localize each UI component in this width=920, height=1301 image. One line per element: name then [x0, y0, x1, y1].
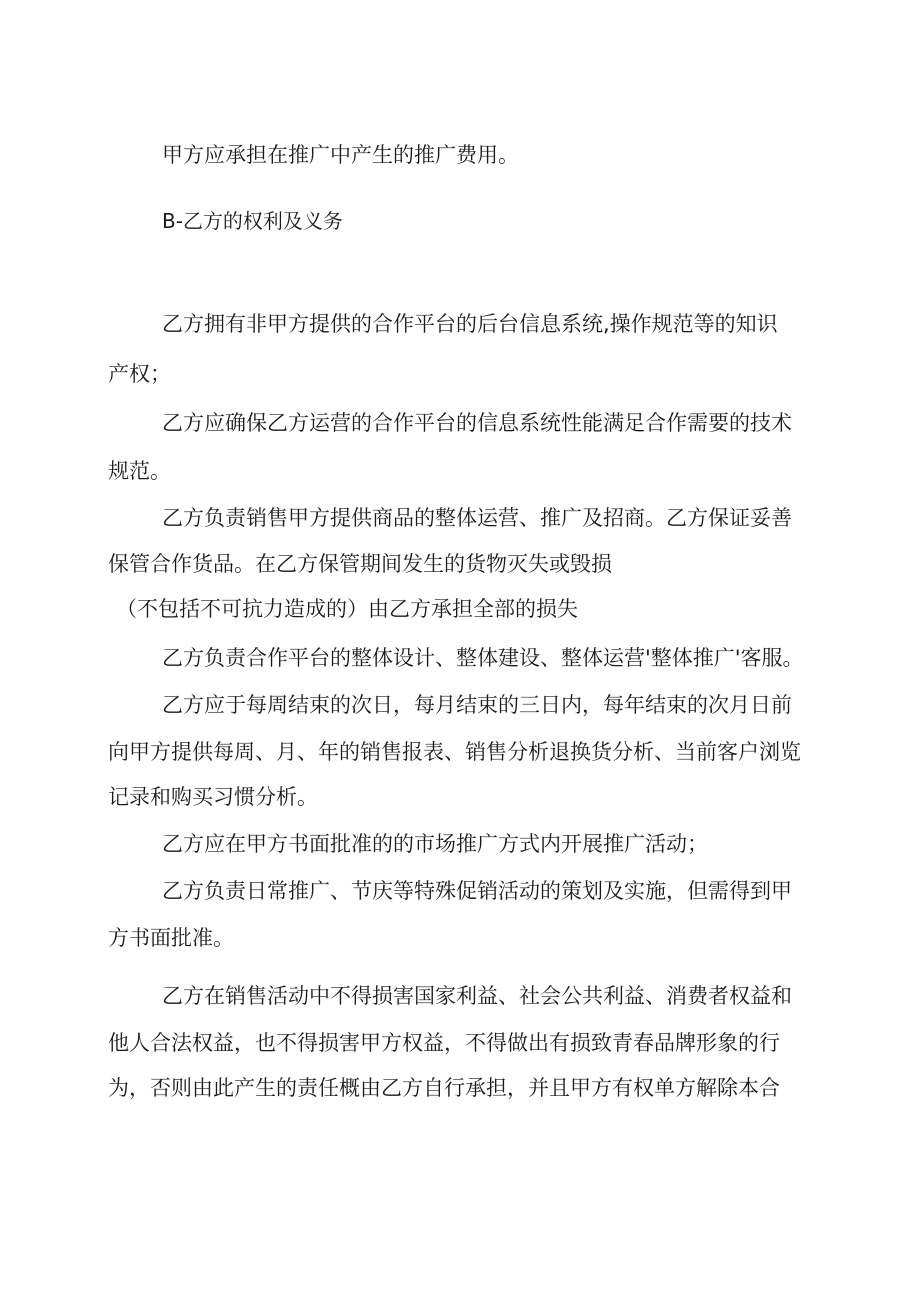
- paragraph-line: 乙方负责日常推广、节庆等特殊促销活动的策划及实施，但需得到甲: [162, 879, 792, 903]
- paragraph-line: 乙方负责合作平台的整体设计、整体建设、整体运营'整体推广'客服。: [162, 646, 804, 670]
- paragraph-line: 乙方在销售活动中不得损害国家利益、社会公共利益、消费者权益和: [162, 984, 792, 1008]
- paragraph-line: 乙方应确保乙方运营的合作平台的信息系统性能满足合作需要的技术: [162, 411, 792, 435]
- paragraph-line: 产权；: [108, 362, 171, 386]
- paragraph-line: 甲方应承担在推广中产生的推广费用。: [162, 143, 519, 167]
- paragraph-line: 向甲方提供每周、月、年的销售报表、销售分析退换货分析、当前客户浏览: [108, 740, 801, 764]
- paragraph-line: 规范。: [108, 459, 171, 483]
- paragraph-line: 保管合作货品。在乙方保管期间发生的货物灭失或毁损: [108, 552, 612, 576]
- section-heading: B-乙方的权利及义务: [162, 209, 343, 233]
- paragraph-line: 乙方拥有非甲方提供的合作平台的后台信息系统,操作规范等的知识: [162, 312, 778, 336]
- paragraph-line: 方书面批准。: [108, 926, 234, 950]
- paragraph-line: 他人合法权益，也不得损害甲方权益，不得做出有损致青春品牌形象的行: [108, 1031, 780, 1055]
- paragraph-line: 记录和购买习惯分析。: [108, 785, 318, 809]
- paragraph-line: 为，否则由此产生的责任概由乙方自行承担，并且甲方有权单方解除本合: [108, 1076, 780, 1100]
- paragraph-line: （不包括不可抗力造成的）由乙方承担全部的损失: [116, 597, 578, 621]
- paragraph-line: 乙方应在甲方书面批准的的市场推广方式内开展推广活动；: [162, 832, 708, 856]
- paragraph-line: 乙方应于每周结束的次日，每月结束的三日内，每年结束的次月日前: [162, 693, 792, 717]
- paragraph-line: 乙方负责销售甲方提供商品的整体运营、推广及招商。乙方保证妥善: [162, 506, 792, 530]
